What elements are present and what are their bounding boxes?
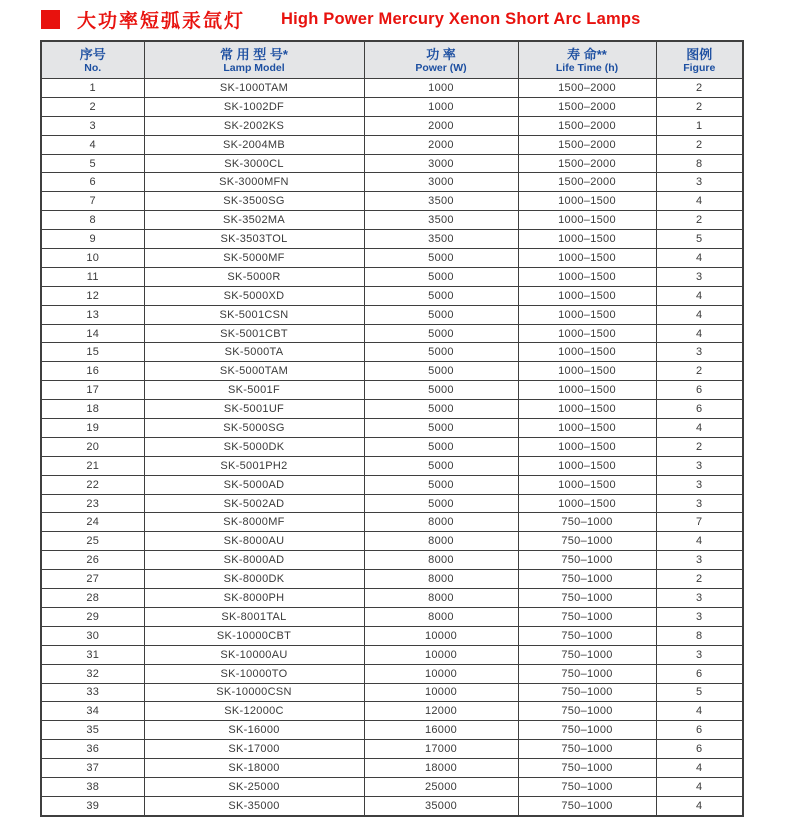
page-title [41,6,640,33]
table-row [41,607,743,626]
table-row [41,551,743,570]
lamp-spec-table [40,40,744,817]
life-time-h: 750–1000 [518,513,656,532]
life-time-h: 1000–1500 [518,475,656,494]
row-no: 4 [41,135,144,154]
power-w: 3500 [364,230,518,249]
lamp-model: SK-5000DK [144,437,364,456]
lamp-model: SK-3000CL [144,154,364,173]
lamp-model: SK-5000MF [144,249,364,268]
table-row [41,173,743,192]
row-no: 9 [41,230,144,249]
column-header-power [364,41,518,79]
power-w: 8000 [364,532,518,551]
power-w: 18000 [364,759,518,778]
power-w: 5000 [364,324,518,343]
figure: 4 [656,419,743,438]
power-w: 35000 [364,796,518,815]
figure: 2 [656,437,743,456]
table-row [41,777,743,796]
table-row [41,589,743,608]
column-header-life-time-en: Life Time (h) [555,61,619,74]
power-w: 5000 [364,475,518,494]
row-no: 37 [41,759,144,778]
power-w: 5000 [364,381,518,400]
row-no: 26 [41,551,144,570]
lamp-model: SK-5000AD [144,475,364,494]
row-no: 24 [41,513,144,532]
figure: 3 [656,551,743,570]
row-no: 10 [41,249,144,268]
figure: 2 [656,211,743,230]
power-w: 10000 [364,645,518,664]
row-no: 39 [41,796,144,815]
table-row [41,79,743,98]
row-no: 25 [41,532,144,551]
lamp-model: SK-3000MFN [144,173,364,192]
table-row [41,154,743,173]
life-time-h: 750–1000 [518,777,656,796]
figure: 3 [656,645,743,664]
row-no: 7 [41,192,144,211]
column-header-lamp-model-zh: 常 用 型 号* [220,46,288,62]
row-no: 34 [41,702,144,721]
power-w: 5000 [364,419,518,438]
table-row [41,324,743,343]
life-time-h: 750–1000 [518,796,656,815]
lamp-model: SK-5000XD [144,286,364,305]
lamp-model: SK-1000TAM [144,79,364,98]
lamp-model: SK-5000TA [144,343,364,362]
lamp-model: SK-2002KS [144,116,364,135]
power-w: 3500 [364,192,518,211]
table-row [41,494,743,513]
lamp-model: SK-8000AD [144,551,364,570]
power-w: 5000 [364,267,518,286]
power-w: 8000 [364,570,518,589]
figure: 4 [656,192,743,211]
figure: 3 [656,607,743,626]
column-header-life-time-zh: 寿 命** [567,46,607,62]
power-w: 10000 [364,683,518,702]
power-w: 12000 [364,702,518,721]
lamp-model: SK-5000R [144,267,364,286]
row-no: 38 [41,777,144,796]
table-row [41,286,743,305]
life-time-h: 1000–1500 [518,286,656,305]
row-no: 23 [41,494,144,513]
power-w: 3000 [364,173,518,192]
life-time-h: 1000–1500 [518,381,656,400]
row-no: 22 [41,475,144,494]
lamp-model: SK-8000AU [144,532,364,551]
lamp-model: SK-17000 [144,740,364,759]
figure: 4 [656,702,743,721]
life-time-h: 1000–1500 [518,437,656,456]
lamp-model: SK-5001F [144,381,364,400]
figure: 3 [656,173,743,192]
row-no: 20 [41,437,144,456]
table-row [41,362,743,381]
life-time-h: 1000–1500 [518,343,656,362]
figure: 6 [656,740,743,759]
power-w: 8000 [364,513,518,532]
life-time-h: 1000–1500 [518,192,656,211]
life-time-h: 750–1000 [518,626,656,645]
column-header-figure-zh: 图例 [686,46,713,62]
figure: 7 [656,513,743,532]
figure: 2 [656,97,743,116]
row-no: 8 [41,211,144,230]
life-time-h: 1000–1500 [518,305,656,324]
power-w: 2000 [364,135,518,154]
table-row [41,230,743,249]
life-time-h: 750–1000 [518,740,656,759]
table-row [41,759,743,778]
power-w: 5000 [364,249,518,268]
lamp-model: SK-10000AU [144,645,364,664]
power-w: 25000 [364,777,518,796]
power-w: 1000 [364,97,518,116]
life-time-h: 750–1000 [518,702,656,721]
figure: 4 [656,305,743,324]
table-row [41,343,743,362]
life-time-h: 1000–1500 [518,419,656,438]
figure: 3 [656,267,743,286]
lamp-model: SK-8000PH [144,589,364,608]
power-w: 5000 [364,437,518,456]
table-row [41,796,743,815]
lamp-model: SK-16000 [144,721,364,740]
table-row [41,437,743,456]
power-w: 8000 [364,607,518,626]
life-time-h: 1000–1500 [518,456,656,475]
life-time-h: 750–1000 [518,551,656,570]
figure: 5 [656,683,743,702]
table-row [41,305,743,324]
figure: 2 [656,362,743,381]
table-row [41,664,743,683]
row-no: 36 [41,740,144,759]
column-header-lamp-model-en: Lamp Model [223,61,285,74]
life-time-h: 1500–2000 [518,154,656,173]
figure: 5 [656,230,743,249]
table-row [41,475,743,494]
figure: 4 [656,777,743,796]
table-row [41,97,743,116]
row-no: 5 [41,154,144,173]
row-no: 30 [41,626,144,645]
row-no: 31 [41,645,144,664]
table-row [41,400,743,419]
life-time-h: 750–1000 [518,664,656,683]
row-no: 19 [41,419,144,438]
row-no: 17 [41,381,144,400]
column-header-no-zh: 序号 [79,46,106,62]
row-no: 2 [41,97,144,116]
figure: 3 [656,456,743,475]
power-w: 16000 [364,721,518,740]
table-row [41,532,743,551]
figure: 2 [656,135,743,154]
power-w: 17000 [364,740,518,759]
lamp-model: SK-8000DK [144,570,364,589]
row-no: 29 [41,607,144,626]
row-no: 11 [41,267,144,286]
life-time-h: 1000–1500 [518,211,656,230]
power-w: 10000 [364,664,518,683]
power-w: 2000 [364,116,518,135]
life-time-h: 750–1000 [518,721,656,740]
row-no: 13 [41,305,144,324]
lamp-model: SK-10000CSN [144,683,364,702]
row-no: 16 [41,362,144,381]
power-w: 5000 [364,456,518,475]
row-no: 1 [41,79,144,98]
row-no: 28 [41,589,144,608]
figure: 4 [656,759,743,778]
table-row [41,116,743,135]
figure: 4 [656,532,743,551]
life-time-h: 1000–1500 [518,400,656,419]
figure: 3 [656,343,743,362]
life-time-h: 1500–2000 [518,173,656,192]
lamp-model: SK-5001CBT [144,324,364,343]
power-w: 10000 [364,626,518,645]
table-row [41,570,743,589]
row-no: 35 [41,721,144,740]
figure: 6 [656,381,743,400]
table-row [41,419,743,438]
life-time-h: 750–1000 [518,589,656,608]
lamp-model: SK-8001TAL [144,607,364,626]
table-row [41,211,743,230]
lamp-model: SK-12000C [144,702,364,721]
power-w: 5000 [364,400,518,419]
figure: 2 [656,570,743,589]
lamp-model: SK-1002DF [144,97,364,116]
row-no: 27 [41,570,144,589]
table-row [41,249,743,268]
table-row [41,626,743,645]
column-header-lamp-model [144,41,364,79]
page-title-english: High Power Mercury Xenon Short Arc Lamps [281,10,641,28]
column-header-life-time [518,41,656,79]
row-no: 6 [41,173,144,192]
lamp-model: SK-5001CSN [144,305,364,324]
life-time-h: 750–1000 [518,532,656,551]
life-time-h: 1000–1500 [518,494,656,513]
life-time-h: 1500–2000 [518,79,656,98]
table-row [41,513,743,532]
figure: 3 [656,494,743,513]
column-header-no [41,41,144,79]
power-w: 5000 [364,305,518,324]
column-header-figure [656,41,743,79]
life-time-h: 750–1000 [518,570,656,589]
row-no: 32 [41,664,144,683]
figure: 8 [656,626,743,645]
row-no: 12 [41,286,144,305]
column-header-no-en: No. [84,61,102,74]
power-w: 5000 [364,286,518,305]
figure: 3 [656,589,743,608]
lamp-model: SK-5000SG [144,419,364,438]
lamp-model: SK-3503TOL [144,230,364,249]
life-time-h: 1000–1500 [518,362,656,381]
column-header-figure-en: Figure [683,61,716,74]
lamp-model: SK-18000 [144,759,364,778]
table-row [41,192,743,211]
power-w: 3000 [364,154,518,173]
power-w: 1000 [364,79,518,98]
lamp-model: SK-10000TO [144,664,364,683]
table-row [41,456,743,475]
figure: 4 [656,324,743,343]
table-row [41,381,743,400]
table-row [41,721,743,740]
lamp-model: SK-5001UF [144,400,364,419]
lamp-model: SK-35000 [144,796,364,815]
row-no: 15 [41,343,144,362]
table-header-row [41,41,743,79]
figure: 3 [656,475,743,494]
lamp-model: SK-8000MF [144,513,364,532]
red-square-bullet-icon [41,10,60,29]
table-row [41,683,743,702]
page-title-chinese: 大功率短弧汞氙灯 [77,11,246,32]
figure: 1 [656,116,743,135]
lamp-model: SK-3500SG [144,192,364,211]
lamp-model: SK-5001PH2 [144,456,364,475]
power-w: 8000 [364,551,518,570]
life-time-h: 750–1000 [518,607,656,626]
figure: 4 [656,286,743,305]
lamp-model: SK-5002AD [144,494,364,513]
power-w: 5000 [364,362,518,381]
life-time-h: 1500–2000 [518,116,656,135]
life-time-h: 750–1000 [518,683,656,702]
life-time-h: 1500–2000 [518,97,656,116]
row-no: 18 [41,400,144,419]
column-header-power-en: Power (W) [415,61,467,74]
lamp-model: SK-3502MA [144,211,364,230]
figure: 4 [656,249,743,268]
lamp-model: SK-5000TAM [144,362,364,381]
table-row [41,267,743,286]
row-no: 3 [41,116,144,135]
power-w: 5000 [364,494,518,513]
lamp-model: SK-10000CBT [144,626,364,645]
table-row [41,135,743,154]
life-time-h: 1000–1500 [518,249,656,268]
life-time-h: 750–1000 [518,645,656,664]
figure: 6 [656,721,743,740]
lamp-model: SK-2004MB [144,135,364,154]
life-time-h: 750–1000 [518,759,656,778]
power-w: 5000 [364,343,518,362]
power-w: 3500 [364,211,518,230]
life-time-h: 1000–1500 [518,267,656,286]
figure: 4 [656,796,743,815]
life-time-h: 1000–1500 [518,324,656,343]
row-no: 21 [41,456,144,475]
table-row [41,702,743,721]
figure: 6 [656,400,743,419]
column-header-power-zh: 功 率 [426,46,456,62]
figure: 6 [656,664,743,683]
table-row [41,740,743,759]
row-no: 14 [41,324,144,343]
life-time-h: 1500–2000 [518,135,656,154]
lamp-model: SK-25000 [144,777,364,796]
table-row [41,645,743,664]
row-no: 33 [41,683,144,702]
figure: 8 [656,154,743,173]
life-time-h: 1000–1500 [518,230,656,249]
power-w: 8000 [364,589,518,608]
figure: 2 [656,79,743,98]
